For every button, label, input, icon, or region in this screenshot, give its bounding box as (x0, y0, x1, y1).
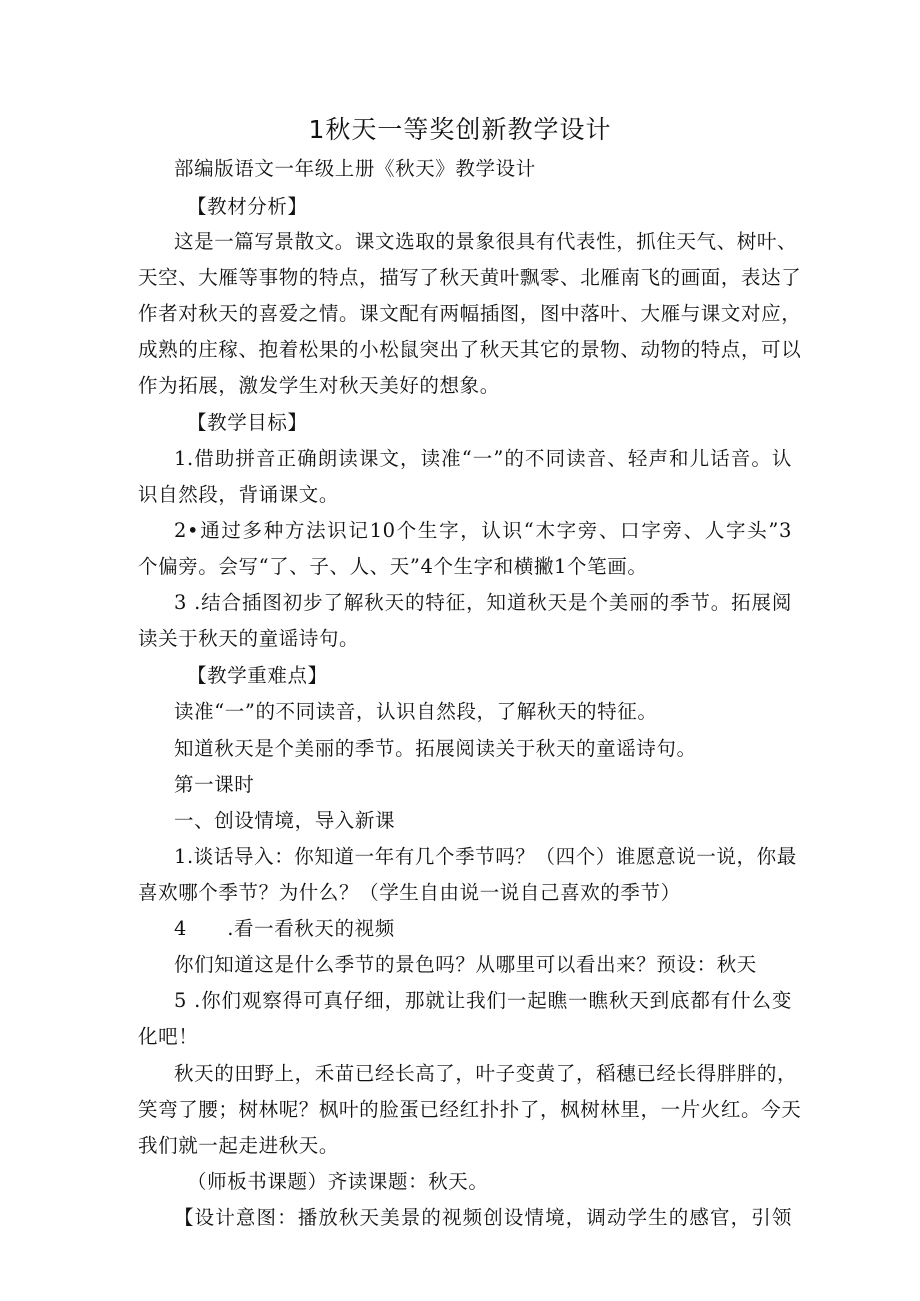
key-point-line: 知道秋天是个美丽的季节。拓展阅读关于秋天的童谣诗句。 (174, 737, 697, 760)
step-item-line: 喜欢哪个季节？为什么？（学生自由说一说自己喜欢的季节） (138, 881, 681, 904)
paragraph-line: 天空、大雁等事物的特点，描写了秋天黄叶飘零、北雁南飞的画面，表达了 (138, 266, 802, 289)
narrative-line: 秋天的田野上，禾苗已经长高了，叶子变黄了，稻穗已经长得胖胖的， (174, 1062, 798, 1085)
goal-item-line: 2•通过多种方法识记10个生字，认识“木字旁、口字旁、人字头”3 (174, 519, 792, 542)
goal-item-line: 个偏旁。会写“了、子、人、天”4个生字和横撇1个笔画。 (138, 555, 648, 578)
goal-item-line: 1.借助拼音正确朗读课文，读准“一”的不同读音、轻声和儿话音。认 (174, 447, 792, 470)
paragraph-line: 成熟的庄稼、抱着松果的小松鼠突出了秋天其它的景物、动物的特点，可以 (138, 338, 802, 361)
paragraph-line: 作为拓展，激发学生对秋天美好的想象。 (138, 374, 500, 397)
step-item-line: 你们知道这是什么季节的景色吗？从哪里可以看出来？预设：秋天 (174, 953, 757, 976)
board-note-line: （师板书课题）齐读课题：秋天。 (187, 1170, 489, 1193)
design-intent-line: 【设计意图：播放秋天美景的视频创设情境，调动学生的感官，引领 (174, 1206, 792, 1229)
goal-item-line: 识自然段，背诵课文。 (138, 483, 340, 506)
lesson-heading: 第一课时 (174, 773, 255, 796)
subtitle-line: 部编版语文一年级上册《秋天》教学设计 (174, 157, 536, 180)
step-item-line: 化吧！ (138, 1025, 199, 1048)
section-heading-key-points: 【教学重难点】 (187, 664, 328, 687)
goal-item-line: 读关于秋天的童谣诗句。 (138, 627, 360, 650)
section-heading-analysis: 【教材分析】 (187, 195, 308, 218)
paragraph-line: 作者对秋天的喜爱之情。课文配有两幅插图，图中落叶、大雁与课文对应， (138, 302, 802, 325)
step-item-line: 4 .看一看秋天的视频 (174, 917, 395, 940)
section-heading-goals: 【教学目标】 (187, 411, 308, 434)
step-item-line: 5 .你们观察得可真仔细，那就让我们一起瞧一瞧秋天到底都有什么变 (174, 989, 792, 1012)
narrative-line: 笑弯了腰；树林呢？枫叶的脸蛋已经红扑扑了，枫树林里，一片火红。今天 (138, 1098, 802, 1121)
step-item-line: 1.谈话导入：你知道一年有几个季节吗？（四个）谁愿意说一说，你最 (174, 845, 797, 868)
document-title: 1秋天一等奖创新教学设计 (308, 115, 612, 144)
step-heading: 一、创设情境，导入新课 (174, 809, 396, 832)
narrative-line: 我们就一起走进秋天。 (138, 1134, 340, 1157)
goal-item-line: 3 .结合插图初步了解秋天的特征，知道秋天是个美丽的季节。拓展阅 (174, 591, 792, 614)
paragraph-line: 这是一篇写景散文。课文选取的景象很具有代表性，抓住天气、树叶、 (174, 230, 798, 253)
key-point-line: 读准“一”的不同读音，认识自然段，了解秋天的特征。 (174, 700, 658, 723)
